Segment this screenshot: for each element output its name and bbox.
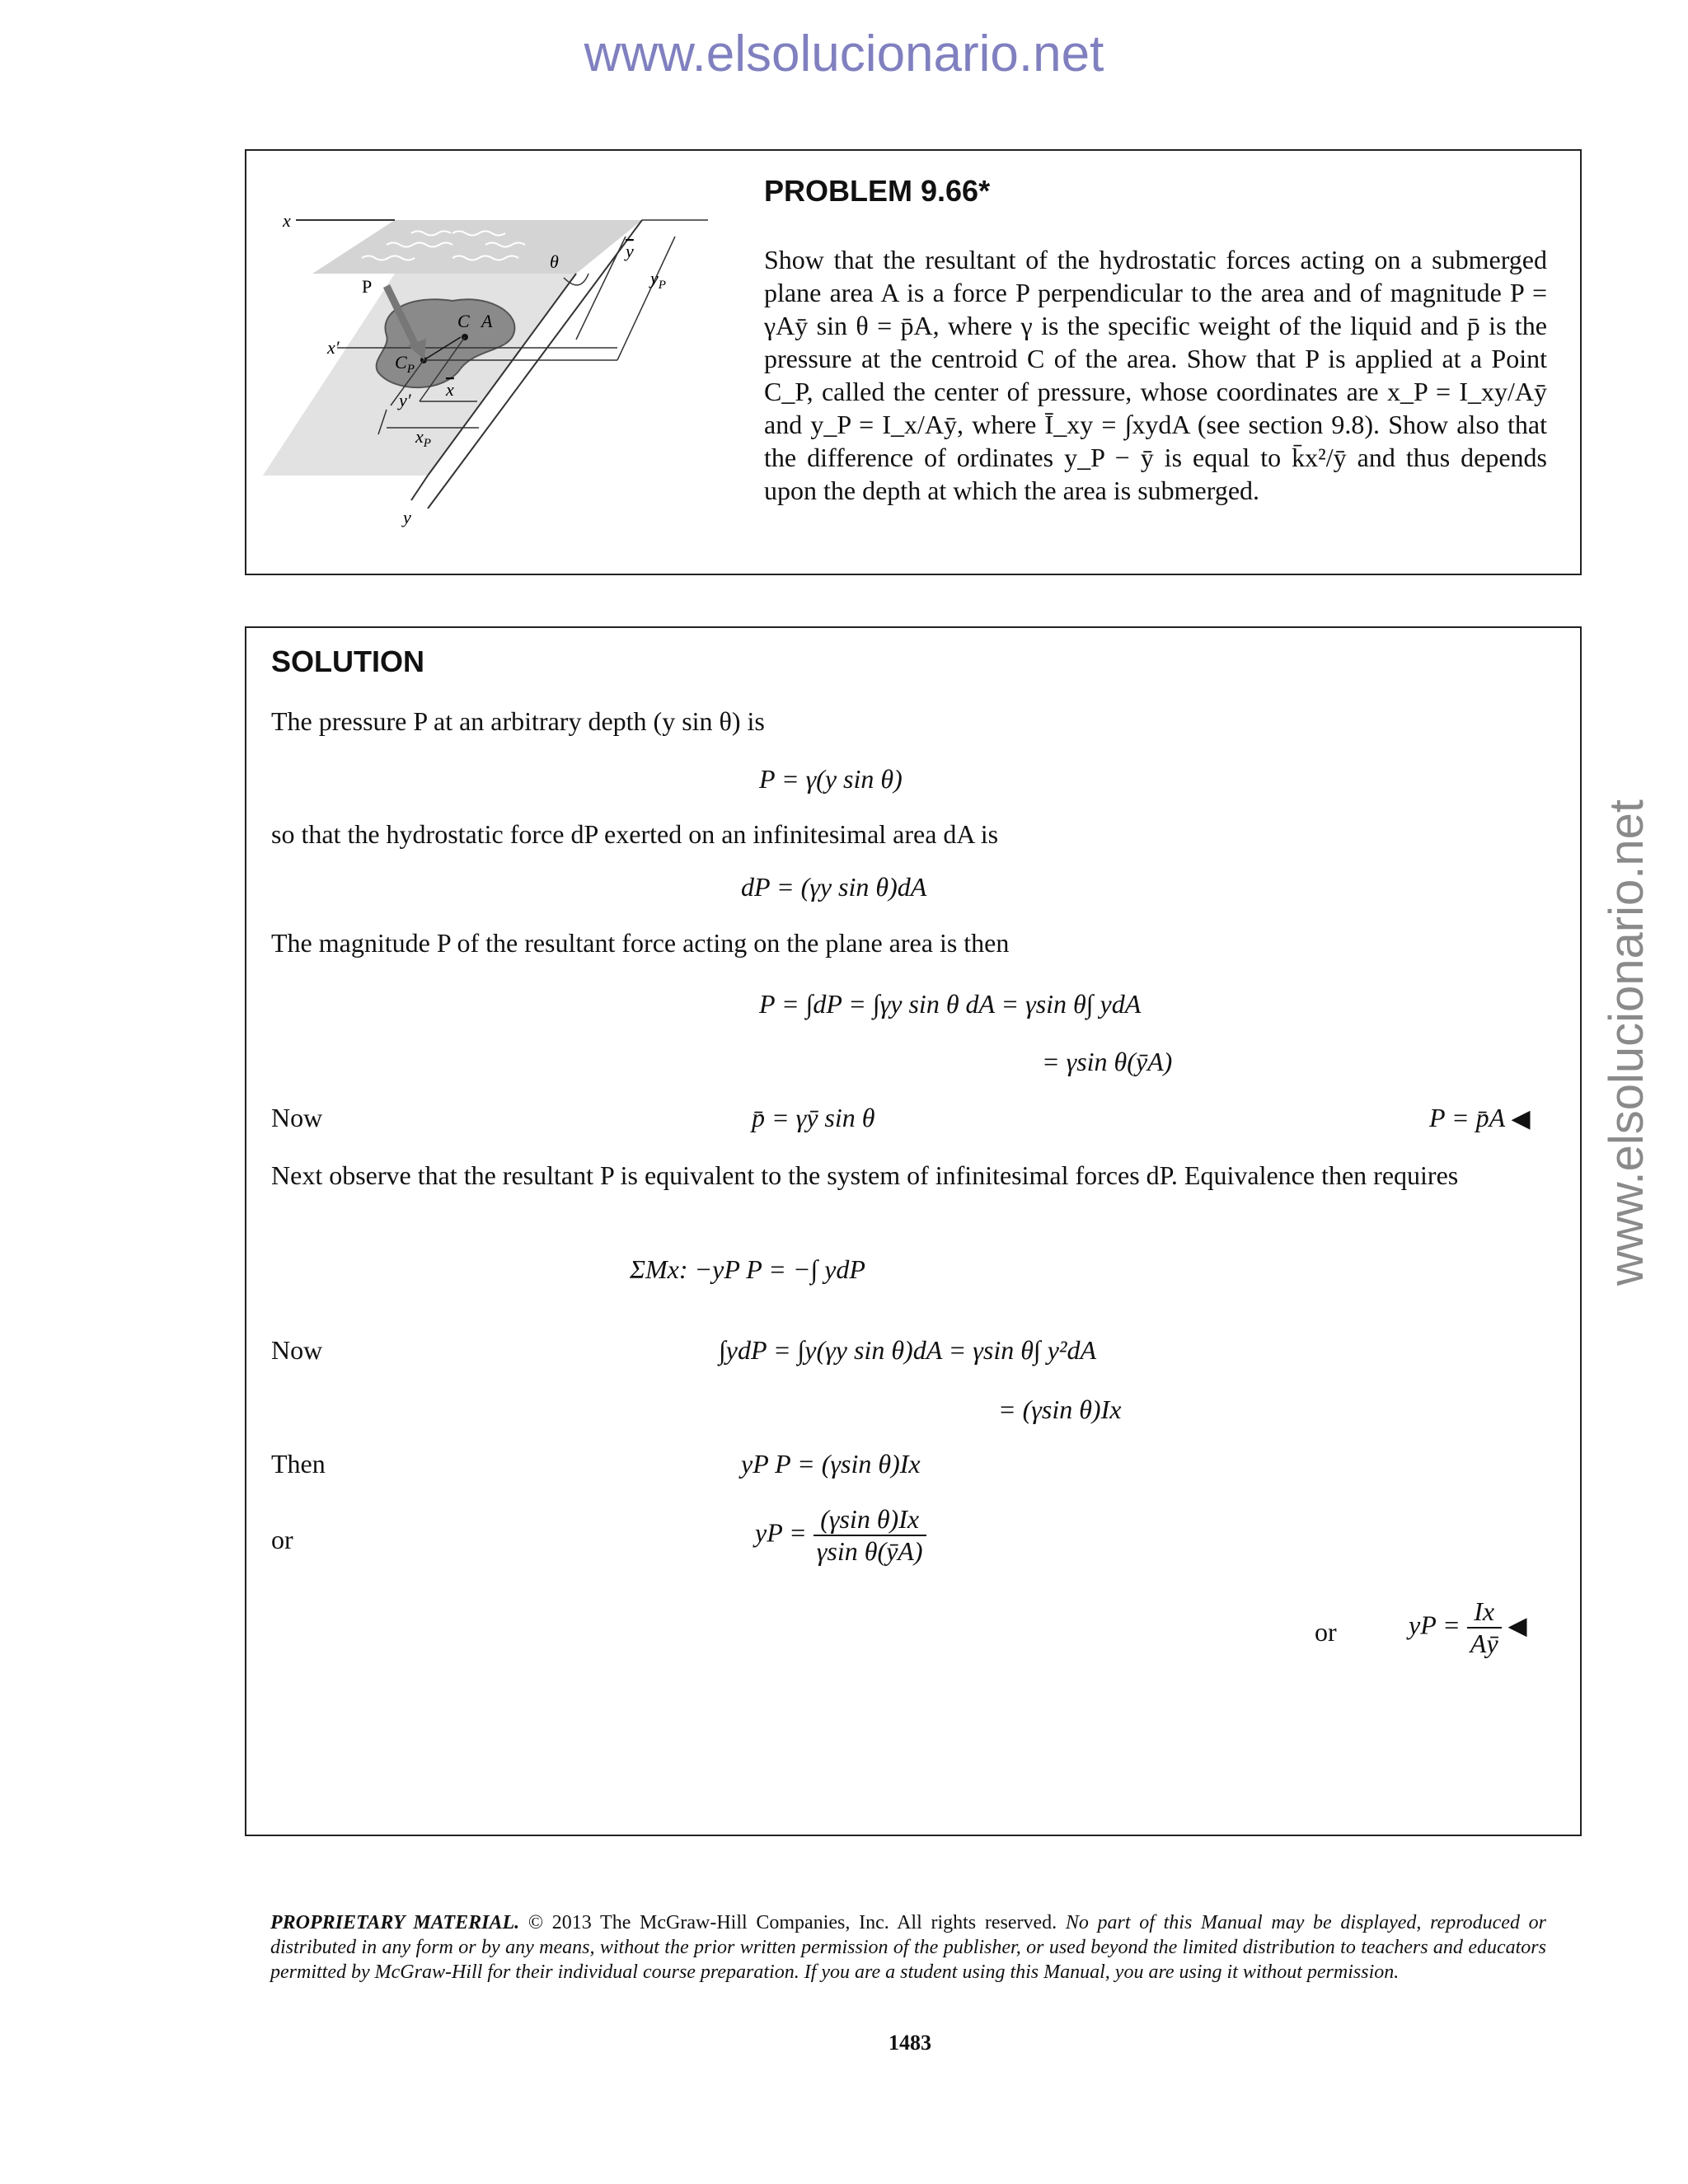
label-xp: $x_P$ <box>415 426 431 450</box>
watermark-top: www.elsolucionario.net <box>584 26 1104 82</box>
equation-4: = γsin θ(ȳA) <box>1042 1047 1173 1076</box>
label-P: P <box>362 276 373 297</box>
label-C: C <box>457 311 470 331</box>
equation-9: yP P = (γsin θ)Ix <box>741 1449 921 1479</box>
solution-box <box>245 626 1582 1836</box>
equation-8: = (γsin θ)Ix <box>998 1394 1122 1424</box>
equation-1: P = γ(y sin θ) <box>759 764 903 794</box>
label-A: A <box>481 311 493 331</box>
label-now-1: Now <box>271 1103 323 1132</box>
label-x-prime: x′ <box>327 337 340 358</box>
result-1: P = p̄A ◀ <box>1429 1103 1531 1132</box>
equation-6: ΣMx: −yP P = −∫ ydP <box>630 1254 865 1284</box>
label-xbar: x <box>446 379 454 400</box>
label-or-2: or <box>1315 1617 1337 1647</box>
label-y: y <box>403 507 411 527</box>
text-line-1: The pressure P at an arbitrary depth (y sin θ) is <box>271 706 765 736</box>
result-2: yP = $\frac{Ix}{Aȳ}$ ◀ <box>1409 1596 1527 1658</box>
text-line-3: The magnitude P of the resultant force acting on the plane area is then <box>271 928 1010 958</box>
equation-5: p̄ = γȳ sin θ <box>752 1103 875 1132</box>
label-then: Then <box>271 1449 326 1479</box>
equation-3: P = ∫dP = ∫γy sin θ dA = γsin θ∫ ydA <box>759 989 1142 1019</box>
problem-box <box>245 149 1582 575</box>
label-ybar: y <box>626 241 634 261</box>
equation-10: yP = $\frac{\text{(γsin θ)Ix}}{\text{γsin θ(ȳA)}}$ <box>755 1504 926 1567</box>
result-marker-icon: ◀ <box>1511 1105 1531 1132</box>
text-line-4: Next observe that the resultant P is equivalent to the system of infinitesimal forces dP. Equivalence then requires <box>271 1160 1459 1190</box>
equation-2: dP = (γy sin θ)dA <box>741 872 927 902</box>
label-x: x <box>283 210 291 231</box>
watermark-side: www.elsolucionario.net <box>1600 799 1653 1286</box>
submerged-area-figure <box>263 162 757 566</box>
label-Cp: $C_P$ <box>395 352 415 376</box>
liquid-surface <box>312 220 642 274</box>
label-yp: $y_P$ <box>650 268 666 292</box>
label-now-2: Now <box>271 1335 323 1365</box>
label-y-prime: y′ <box>399 390 411 410</box>
page-number: 1483 <box>889 2031 931 2055</box>
solution-title: SOLUTION <box>271 644 424 678</box>
text-line-2: so that the hydrostatic force dP exerted on an infinitesimal area dA is <box>271 819 999 849</box>
equation-7: ∫ydP = ∫y(γy sin θ)dA = γsin θ∫ y²dA <box>719 1335 1097 1365</box>
copyright-footer: PROPRIETARY MATERIAL. © 2013 The McGraw-Hill Companies, Inc. All rights reserved. No part of this Manual may be displayed, reproduced or distributed in any form or by any means, without the prior written permission of the publisher, or used beyond the limited distribution to teachers and educators permitted by McGraw-Hill for their individual course preparation. If you are a student using this Manual, you are using it without permission. <box>270 1912 1546 1983</box>
label-theta: θ <box>550 251 559 272</box>
problem-title: PROBLEM 9.66* <box>764 174 991 208</box>
label-or-1: or <box>271 1525 293 1554</box>
result-marker-icon: ◀ <box>1507 1612 1527 1640</box>
problem-statement: Show that the resultant of the hydrostatic forces acting on a submerged plane area A is a force P perpendicular to the area and of magnitude P = γAȳ sin θ = p̄A, where γ is the specific weight of the liquid and p̄ is the pressure at the centroid C of the area. Show that P is applied at a Point C_P, called the center of pressure, whose coordinates are x_P = I_xy/Aȳ and y_P = I_x/Aȳ, where Ī_xy = ∫xydA (see section 9.8). Show also that the difference of ordinates y_P − ȳ is equal to k̄x²/ȳ and thus depends upon the depth at which the area is submerged. <box>764 245 1547 505</box>
